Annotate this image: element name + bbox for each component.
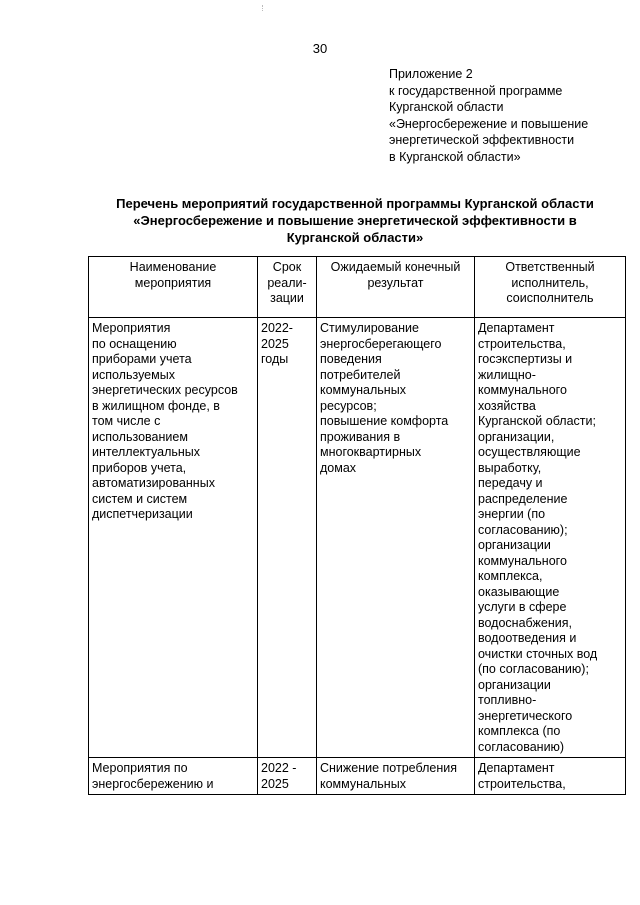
cell-line: (по согласованию); (478, 662, 589, 676)
cell-line: 2022- (261, 321, 293, 335)
cell-line: коммунального (478, 383, 567, 397)
cell-line: энергосберегающего (320, 336, 442, 351)
appendix-line: «Энергосбережение и повышение (389, 116, 589, 131)
header-period (258, 257, 317, 318)
cell-line: оказывающие (478, 584, 560, 599)
cell-line: использованием (92, 429, 188, 444)
cell-line: приборов учета, (92, 460, 187, 475)
cell-measure-name (89, 758, 258, 795)
header-line: Срок (272, 260, 302, 274)
cell-line: топливно- (478, 693, 537, 707)
header-line: соисполнитель (506, 291, 594, 305)
cell-line: распределение (478, 491, 568, 506)
header-line: Наименование (129, 260, 217, 274)
cell-line: систем и систем (92, 491, 188, 506)
cell-line: жилищно- (478, 367, 536, 382)
cell-line: организации, (478, 429, 555, 444)
cell-line: согласованию); (478, 522, 568, 537)
cell-expected-result (317, 318, 475, 758)
cell-line: Снижение потребления (320, 761, 457, 775)
cell-line: передачу и (478, 476, 543, 490)
appendix-block (389, 66, 629, 165)
cell-line: приборами учета (92, 352, 192, 366)
cell-line: осуществляющие (478, 445, 581, 459)
cell-line: коммунальных (320, 776, 406, 791)
appendix-line: в Курганской области» (389, 149, 521, 164)
cell-line: энергетических ресурсов (92, 383, 238, 397)
measures-table (88, 256, 626, 795)
cell-line: годы (261, 352, 289, 366)
cell-line: 2025 (261, 336, 289, 351)
cell-line: услуги в сфере (478, 600, 567, 614)
cell-line: строительства, (478, 776, 566, 791)
header-line: мероприятия (134, 275, 212, 290)
cell-line: том числе с (92, 414, 161, 428)
cell-line: ресурсов; (320, 398, 377, 413)
cell-line: коммунального (478, 553, 567, 568)
header-responsible (475, 257, 626, 318)
cell-line: строительства, (478, 336, 566, 351)
cell-line: Стимулирование (320, 321, 419, 335)
cell-line: интеллектуальных (92, 445, 201, 459)
header-line: зации (270, 291, 304, 305)
cell-line: водоотведения и (478, 631, 577, 645)
header-line: результат (367, 275, 424, 290)
table-header-row (89, 257, 626, 318)
cell-line: диспетчеризации (92, 507, 193, 521)
table-row (89, 318, 626, 758)
cell-line: по оснащению (92, 336, 177, 351)
cell-expected-result (317, 758, 475, 795)
cell-line: хозяйства (478, 398, 536, 413)
cell-period (258, 758, 317, 795)
cell-line: Мероприятия по (92, 761, 188, 775)
cell-line: организации (478, 677, 551, 692)
cell-responsible (475, 758, 626, 795)
appendix-line: Приложение 2 (389, 67, 473, 81)
cell-line: поведения (320, 352, 382, 366)
header-line: Ответственный (505, 260, 595, 274)
title-line: Курганской области» (286, 230, 424, 245)
cell-line: повышение комфорта (320, 414, 449, 428)
cell-line: Департамент (478, 321, 555, 335)
page-number: 30 (312, 41, 328, 56)
cell-line: 2025 (261, 776, 289, 791)
cell-line: домах (320, 460, 357, 475)
document-title (80, 195, 630, 246)
cell-line: госэкспертизы и (478, 352, 573, 366)
cell-line: проживания в (320, 429, 401, 444)
cell-period (258, 318, 317, 758)
cell-line: водоснабжения, (478, 615, 572, 630)
header-line: Ожидаемый конечный (330, 260, 461, 274)
cell-line: Курганской области; (478, 414, 596, 428)
cell-responsible (475, 318, 626, 758)
cell-line: организации (478, 538, 551, 552)
cell-line: энергосбережению и (92, 776, 214, 791)
appendix-line: к государственной программе (389, 83, 563, 98)
cell-line: комплекса (по (478, 724, 561, 738)
cell-measure-name (89, 318, 258, 758)
cell-line: многоквартирных (320, 445, 422, 459)
title-line: «Энергосбережение и повышение энергетической эффективности в (133, 213, 577, 228)
cell-line: энергетического (478, 708, 573, 723)
cell-line: используемых (92, 367, 175, 382)
table-row (89, 758, 626, 795)
title-line: Перечень мероприятий государственной программы Курганской области (116, 196, 594, 211)
header-measure-name (89, 257, 258, 318)
appendix-line: энергетической эффективности (389, 133, 575, 147)
cell-line: потребителей (320, 367, 401, 382)
appendix-line: Курганской области (389, 100, 504, 114)
cell-line: коммунальных (320, 383, 406, 397)
scan-mark (262, 5, 264, 11)
cell-line: 2022 - (261, 761, 297, 775)
header-line: исполнитель, (511, 275, 589, 290)
cell-line: согласованию) (478, 739, 565, 754)
cell-line: в жилищном фонде, в (92, 398, 220, 413)
header-expected-result (317, 257, 475, 318)
header-line: реали- (267, 275, 307, 290)
cell-line: Мероприятия (92, 321, 171, 335)
cell-line: выработку, (478, 460, 542, 475)
cell-line: Департамент (478, 761, 555, 775)
cell-line: комплекса, (478, 569, 543, 583)
cell-line: автоматизированных (92, 476, 215, 490)
cell-line: энергии (по (478, 507, 546, 521)
cell-line: очистки сточных вод (478, 646, 598, 661)
